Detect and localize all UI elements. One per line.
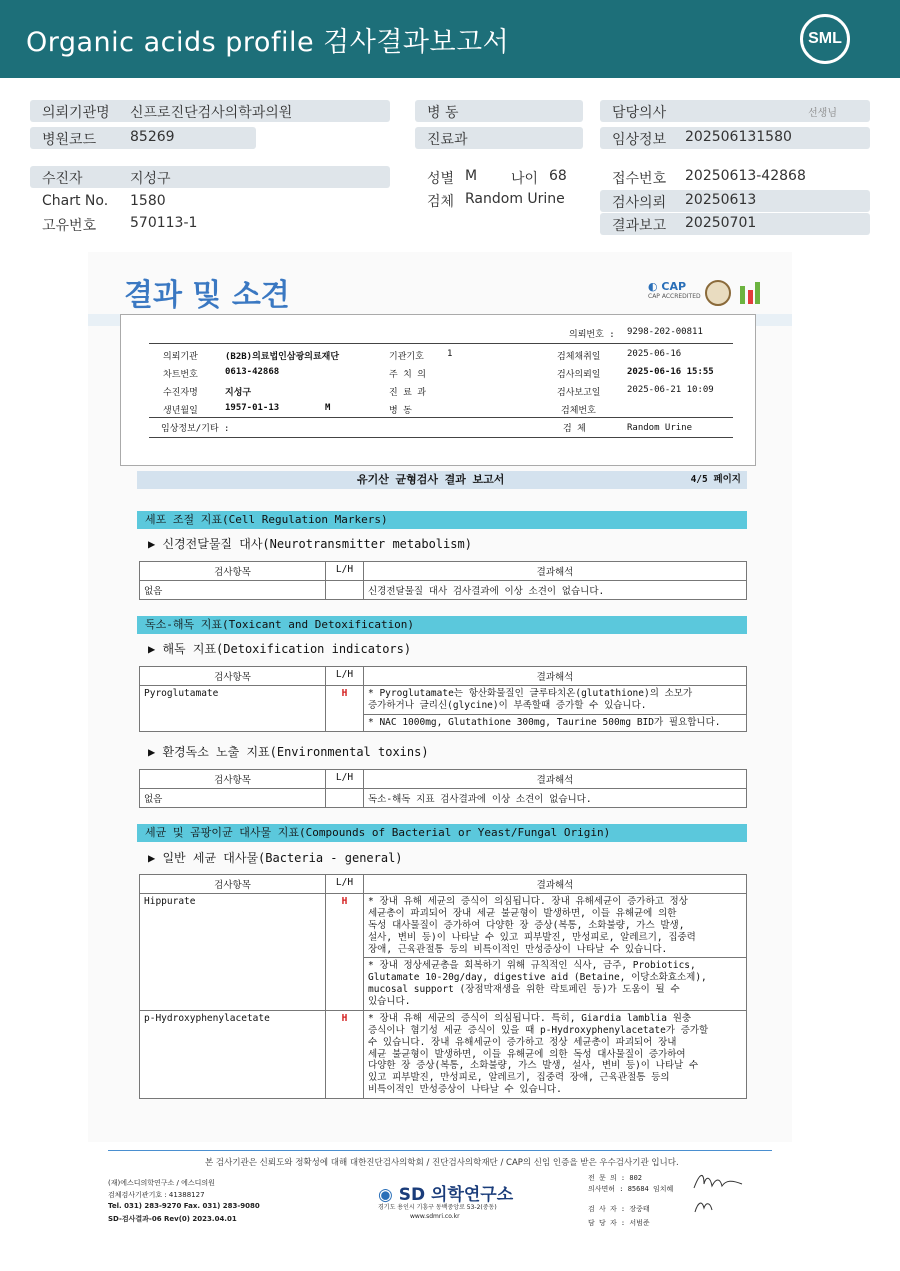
sex-value: M: [465, 168, 478, 184]
col-lh: L/H: [326, 667, 364, 686]
clinical-other-label: 임상정보/기타 :: [161, 424, 230, 434]
info-value: 2025-06-16: [627, 349, 682, 359]
info-label: 검사의뢰일: [557, 370, 601, 380]
info-label: 생년월일: [163, 406, 198, 416]
id-row: [30, 213, 390, 235]
patient-value: 지성구: [130, 171, 171, 187]
info-value: 1957-01-13: [225, 403, 280, 413]
receipt-value: 20250613-42868: [685, 168, 806, 184]
receipt-label: 접수번호: [612, 171, 667, 187]
req-no-value: 9298-202-00811: [627, 327, 703, 337]
col-interp: 결과해석: [364, 667, 747, 686]
table-row: [140, 686, 747, 715]
sub-bacteria-general: ▶ 일반 세균 대사물(Bacteria - general): [148, 851, 403, 865]
item-cell: 없음: [140, 789, 326, 808]
specimen-label: 검체: [427, 194, 455, 210]
footer-left-2: 검체검사기관기호 : 41388127: [108, 1191, 205, 1199]
footer-left-3: Tel. 031) 283-9270 Fax. 031) 283-9080: [108, 1202, 260, 1210]
table-row: [140, 789, 747, 808]
signature-small-icon: [692, 1198, 716, 1216]
specimen-label-inner: 검 체: [563, 424, 586, 434]
table-env-toxins: [139, 769, 747, 808]
clinical-row: [600, 127, 870, 149]
interp-cell: * 장내 정상세균총을 회복하기 위해 규칙적인 식사, 금주, Probiotics, Glutamate 10-20g/day, digestive aid (Betaine, 이당소화효소제), mucosal support (장점막재생을 위한 락토페린 등)가 도움이 될 수 있습니다.: [364, 958, 747, 1011]
age-label: 나이: [511, 171, 539, 187]
col-lh: L/H: [326, 875, 364, 894]
col-interp: 결과해석: [364, 770, 747, 789]
section-toxicant: 독소-해독 지표(Toxicant and Detoxification): [137, 616, 747, 634]
doctor-label: 담당의사: [612, 105, 667, 121]
col-item: 검사항목: [140, 770, 326, 789]
sml-logo: SML: [800, 14, 850, 64]
ward-label: 병 동: [427, 105, 459, 121]
report-header: [0, 0, 900, 78]
report-label: 결과보고: [612, 218, 667, 234]
id-label: 고유번호: [42, 218, 97, 234]
col-item: 검사항목: [140, 667, 326, 686]
report-title: Organic acids profile 검사결과보고서: [26, 27, 510, 58]
item-cell: Hippurate: [140, 894, 326, 1011]
page-number: 4/5 페이지: [690, 474, 741, 485]
lh-cell: H: [326, 894, 364, 1011]
clinical-value: 202506131580: [685, 129, 792, 145]
section-cell-regulation: 세포 조절 지표(Cell Regulation Markers): [137, 511, 747, 529]
hospital-code-row: [30, 127, 256, 149]
lab-website: www.sdmri.co.kr: [410, 1213, 460, 1220]
report-title-text: 유기산 균형검사 결과 보고서: [357, 473, 505, 486]
age-value: 68: [549, 168, 567, 184]
chart-value: 1580: [130, 193, 166, 209]
col-lh: L/H: [326, 562, 364, 581]
requester-row: [30, 100, 390, 122]
manager: 담 당 자 : 서범준: [588, 1219, 650, 1227]
info-label: 진 료 과: [389, 388, 426, 398]
chart-label: Chart No.: [42, 193, 109, 209]
examiner: 검 사 자 : 장중태: [588, 1205, 650, 1213]
info-label: 차트번호: [163, 370, 198, 380]
info-label: 병 동: [389, 406, 412, 416]
receipt-row: [600, 166, 870, 188]
report-value: 20250701: [685, 215, 757, 231]
ward-row: [415, 100, 583, 122]
info-label: 주 치 의: [389, 370, 426, 380]
interp-cell: 독소-해독 지표 검사결과에 이상 소견이 없습니다.: [364, 789, 747, 808]
table-bacteria: [139, 874, 747, 1099]
dept-label: 진료과: [427, 132, 468, 148]
cap-label: CAP ACCREDITED: [648, 293, 701, 300]
table-detox: [139, 666, 747, 732]
cap-badge: ◐ CAP CAP ACCREDITED: [648, 280, 701, 300]
sex-label: 성별: [427, 171, 455, 187]
info-value: 지성구: [225, 388, 252, 398]
id-value: 570113-1: [130, 215, 198, 231]
table-row: [140, 894, 747, 958]
sd-lab-name: SD 의학연구소: [398, 1185, 514, 1205]
info-sex: M: [325, 403, 331, 413]
interp-cell: * 장내 유해 세균의 증식이 의심됩니다. 특히, Giardia lamblia 원충 증식이나 혐기성 세균 증식이 있을 때 p-Hydroxyphenylacetate가 증가할 수 있습니다. 장내 유해세균이 증가하고 정상 세균총이 파괴되어 장내 세균 불균형이 발생하면, 이들 유해균에 의한 독성 대사물질이 증가하여 다양한 장 증상(복통, 소화불량, 가스 발생, 설사, 변비 등)이 나타날 수 있고 피부발진, 만성피로, 알레르기, 집중력 장애, 근육관절통 등의 비특이적인 만성증상이 나타날 수 있습니다.: [364, 1010, 747, 1098]
hospital-code-label: 병원코드: [42, 132, 97, 148]
interp-cell: * NAC 1000mg, Glutathione 300mg, Taurine 500mg BID가 필요합니다.: [364, 714, 747, 731]
dept-row: [415, 127, 583, 149]
requester-label: 의뢰기관명: [42, 105, 110, 121]
request-value: 20250613: [685, 192, 757, 208]
lh-cell: H: [326, 1010, 364, 1098]
col-interp: 결과해석: [364, 875, 747, 894]
col-lh: L/H: [326, 770, 364, 789]
interp-cell: 신경전달물질 대사 검사결과에 이상 소견이 없습니다.: [364, 581, 747, 600]
lh-cell: H: [326, 686, 364, 732]
report-title-bar: [137, 471, 747, 489]
request-label: 검사의뢰: [612, 195, 667, 211]
footer-left-1: (재)에스디의학연구소 / 에스디의원: [108, 1179, 215, 1187]
info-value: 2025-06-21 10:09: [627, 385, 714, 395]
doctor-row: [600, 100, 870, 122]
hospital-code-value: 85269: [130, 129, 175, 145]
lab-address: 경기도 용인시 기흥구 동백중앙로 53-2(중동): [378, 1204, 497, 1211]
report-row: [600, 213, 870, 235]
section-bacterial: 세균 및 곰팡이균 대사물 지표(Compounds of Bacterial or Yeast/Fungal Origin): [137, 824, 747, 842]
info-value: 1: [447, 349, 453, 359]
col-interp: 결과해석: [364, 562, 747, 581]
sex-age-row: [415, 166, 595, 188]
col-item: 검사항목: [140, 562, 326, 581]
info-value: (B2B)의료법인삼광의료재단: [225, 352, 340, 362]
signature-icon: [690, 1170, 746, 1194]
license: 의사면허 : 85684 임치혜: [588, 1185, 674, 1193]
footer-divider: [108, 1150, 772, 1151]
sub-neurotransmitter: ▶ 신경전달물질 대사(Neurotransmitter metabolism): [148, 537, 472, 551]
table-row: [140, 581, 747, 600]
request-row: [600, 190, 870, 212]
doctor-suffix: 선생님: [808, 108, 837, 119]
item-cell: Pyroglutamate: [140, 686, 326, 732]
table-neurotransmitter: [139, 561, 747, 600]
specimen-row: [415, 189, 595, 211]
info-value: 0613-42868: [225, 367, 280, 377]
item-cell: 없음: [140, 581, 326, 600]
info-value: 2025-06-16 15:55: [627, 367, 714, 377]
result-title: 결과 및 소견: [124, 278, 290, 313]
interp-cell: * Pyroglutamate는 항산화물질인 글루타치온(glutathione)의 소모가 증가하거나 글리신(glycine)이 부족할때 증가할 수 있습니다.: [364, 686, 747, 715]
requester-value: 신프로진단검사의학과의원: [130, 105, 293, 121]
clinical-label: 임상정보: [612, 132, 667, 148]
sub-env-toxins: ▶ 환경독소 노출 지표(Environmental toxins): [148, 745, 429, 759]
lab-mark-icon: [738, 282, 760, 306]
interp-cell: * 장내 유해 세균의 증식이 의심됩니다. 장내 유해세균이 증가하고 정상 세균총이 파괴되어 장내 세균 불균형이 발생하면, 이들 유해균에 의한 독성 대사물질이 증가하여 다양한 장 증상(복통, 소화불량, 가스 발생, 설사, 변비 등)이 나타날 수 있고 피부발진, 만성피로, 알레르기, 집중력 장애, 근육관절통 등의 비특이적인 만성증상이 나타날 수 있습니다.: [364, 894, 747, 958]
seal-icon: [705, 280, 731, 306]
specialist: 전 문 의 : 802: [588, 1174, 643, 1182]
col-item: 검사항목: [140, 875, 326, 894]
info-label: 기관기호: [389, 352, 424, 362]
info-label: 검사보고일: [557, 388, 601, 398]
patient-row: [30, 166, 390, 188]
patient-label: 수진자: [42, 171, 83, 187]
item-cell: p-Hydroxyphenylacetate: [140, 1010, 326, 1098]
footer-note: 본 검사기관은 신뢰도와 정확성에 대해 대한진단검사의학회 / 진단검사의학재단 / CAP의 신임 인증을 받은 우수검사기관 입니다.: [205, 1158, 679, 1168]
sd-logo-icon: ◉: [378, 1185, 393, 1205]
info-label: 검체채취일: [557, 352, 601, 362]
footer-left-4: SD-검사결과-06 Rev(0) 2023.04.01: [108, 1215, 237, 1223]
specimen-value-inner: Random Urine: [627, 423, 693, 433]
specimen-value: Random Urine: [465, 191, 565, 207]
request-info-box: [120, 314, 756, 466]
chart-row: [30, 191, 390, 213]
req-no-label: 의뢰번호 :: [569, 330, 615, 340]
info-label: 수진자명: [163, 388, 198, 398]
sub-detox: ▶ 해독 지표(Detoxification indicators): [148, 642, 412, 656]
table-row: [140, 1010, 747, 1098]
info-label: 검체번호: [561, 406, 596, 416]
info-label: 의뢰기관: [163, 352, 198, 362]
